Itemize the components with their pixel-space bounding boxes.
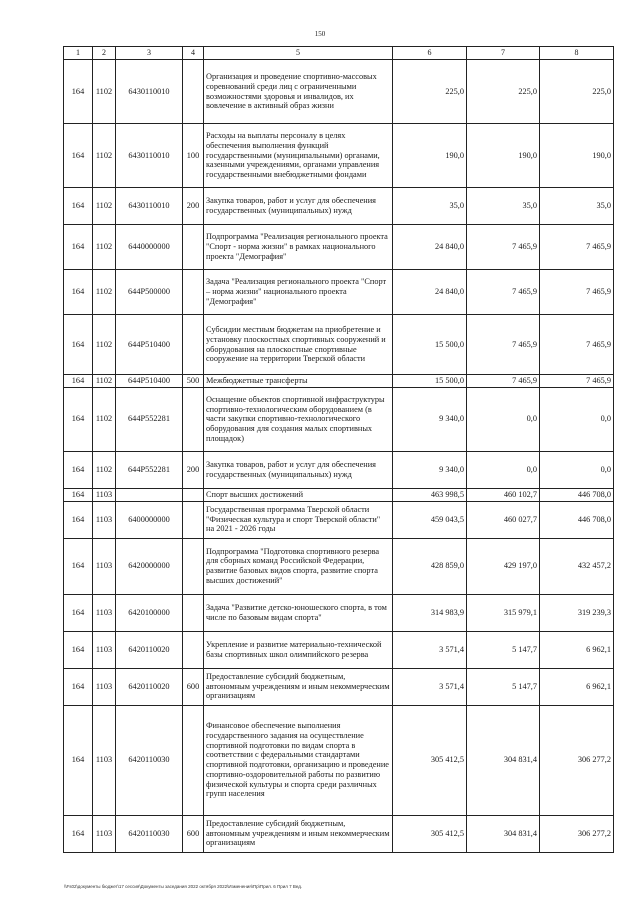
column-header-3: 3 (116, 47, 183, 60)
cell-c5: Финансовое обеспечение выполнения государственного задания на осуществление спортивной подготовки по видам спорта в соответствии с федеральными стандартами спортивной подготовки, организацию и проведение спортивно-оздоровительной работы по развитию физической культуры и спорта среди различных групп населения (204, 705, 393, 815)
cell-c1: 164 (64, 60, 93, 124)
cell-c2: 1102 (93, 188, 116, 225)
cell-c8: 225,0 (540, 60, 614, 124)
cell-c5: Предоставление субсидий бюджетным, автономным учреждениям и иным некоммерческим организациям (204, 815, 393, 852)
cell-c2: 1103 (93, 538, 116, 594)
cell-c7: 7 465,9 (467, 375, 540, 388)
cell-c3: 6420100000 (116, 594, 183, 631)
cell-c2: 1102 (93, 387, 116, 451)
cell-c8: 319 239,3 (540, 594, 614, 631)
cell-c4 (183, 501, 204, 538)
cell-c4 (183, 488, 204, 501)
cell-c6: 225,0 (393, 60, 467, 124)
cell-c3: 6420110030 (116, 815, 183, 852)
cell-c6: 35,0 (393, 188, 467, 225)
cell-c6: 15 500,0 (393, 375, 467, 388)
column-header-8: 8 (540, 47, 614, 60)
table-row (64, 225, 614, 270)
cell-c5: Расходы на выплаты персоналу в целях обеспечения выполнения функций государственными (муниципальными) органами, казенными учреждениями, органами управления государственными внебюджетными фондами (204, 124, 393, 188)
file-path-footer: \\Fs02\документы бюджет\17 сессия\Документы заседания 2022 октября 2022\Изменения\Пр\Прил. 6 Прил 7 Вед. (64, 884, 303, 889)
cell-c3: 644P500000 (116, 270, 183, 315)
column-header-5: 5 (204, 47, 393, 60)
cell-c6: 428 859,0 (393, 538, 467, 594)
table-row (64, 501, 614, 538)
cell-c2: 1102 (93, 124, 116, 188)
cell-c2: 1102 (93, 60, 116, 124)
cell-c3: 644P510400 (116, 315, 183, 375)
cell-c6: 463 998,5 (393, 488, 467, 501)
cell-c7: 7 465,9 (467, 315, 540, 375)
cell-c2: 1103 (93, 501, 116, 538)
cell-c7: 460 102,7 (467, 488, 540, 501)
cell-c3: 644P510400 (116, 375, 183, 388)
column-header-2: 2 (93, 47, 116, 60)
page-number: 150 (314, 30, 326, 38)
cell-c4: 200 (183, 451, 204, 488)
cell-c1: 164 (64, 815, 93, 852)
cell-c6: 314 983,9 (393, 594, 467, 631)
cell-c4: 200 (183, 188, 204, 225)
table-row (64, 124, 614, 188)
cell-c8: 432 457,2 (540, 538, 614, 594)
cell-c6: 459 043,5 (393, 501, 467, 538)
cell-c3: 6420000000 (116, 538, 183, 594)
cell-c3: 6430110010 (116, 124, 183, 188)
cell-c5: Предоставление субсидий бюджетным, автономным учреждениям и иным некоммерческим организациям (204, 668, 393, 705)
cell-c7: 7 465,9 (467, 270, 540, 315)
cell-c1: 164 (64, 594, 93, 631)
cell-c5: Подпрограмма "Подготовка спортивного резерва для сборных команд Российской Федерации, развитие базовых видов спорта, развитие спорта высших достижений" (204, 538, 393, 594)
cell-c8: 446 708,0 (540, 488, 614, 501)
budget-table (63, 46, 614, 853)
cell-c8: 0,0 (540, 451, 614, 488)
table-row (64, 387, 614, 451)
cell-c1: 164 (64, 538, 93, 594)
cell-c6: 3 571,4 (393, 668, 467, 705)
cell-c1: 164 (64, 501, 93, 538)
cell-c2: 1102 (93, 315, 116, 375)
cell-c7: 0,0 (467, 387, 540, 451)
cell-c3: 6430110010 (116, 60, 183, 124)
cell-c6: 24 840,0 (393, 270, 467, 315)
table-row (64, 668, 614, 705)
cell-c4 (183, 225, 204, 270)
cell-c3: 6420110030 (116, 705, 183, 815)
cell-c2: 1103 (93, 705, 116, 815)
cell-c8: 6 962,1 (540, 668, 614, 705)
cell-c2: 1103 (93, 815, 116, 852)
cell-c8: 35,0 (540, 188, 614, 225)
cell-c4: 600 (183, 668, 204, 705)
cell-c1: 164 (64, 124, 93, 188)
cell-c2: 1103 (93, 631, 116, 668)
cell-c1: 164 (64, 668, 93, 705)
cell-c1: 164 (64, 387, 93, 451)
cell-c8: 6 962,1 (540, 631, 614, 668)
column-header-6: 6 (393, 47, 467, 60)
cell-c5: Организация и проведение спортивно-массовых соревнований среди лиц с ограниченными возможностями здоровья и инвалидов, их вовлечение в активный образ жизни (204, 60, 393, 124)
cell-c7: 225,0 (467, 60, 540, 124)
cell-c7: 460 027,7 (467, 501, 540, 538)
cell-c6: 3 571,4 (393, 631, 467, 668)
cell-c1: 164 (64, 705, 93, 815)
table-row (64, 315, 614, 375)
table-row (64, 375, 614, 388)
cell-c8: 446 708,0 (540, 501, 614, 538)
table-row (64, 815, 614, 852)
table-row (64, 705, 614, 815)
cell-c8: 7 465,9 (540, 315, 614, 375)
table-body (64, 60, 614, 853)
cell-c3: 644P552281 (116, 451, 183, 488)
cell-c4: 500 (183, 375, 204, 388)
cell-c4 (183, 594, 204, 631)
cell-c8: 0,0 (540, 387, 614, 451)
cell-c1: 164 (64, 225, 93, 270)
table-row (64, 594, 614, 631)
cell-c1: 164 (64, 631, 93, 668)
cell-c4 (183, 387, 204, 451)
cell-c4: 100 (183, 124, 204, 188)
table-header-row (64, 47, 614, 60)
cell-c8: 7 465,9 (540, 270, 614, 315)
table-row (64, 188, 614, 225)
cell-c1: 164 (64, 270, 93, 315)
cell-c6: 305 412,5 (393, 815, 467, 852)
cell-c1: 164 (64, 375, 93, 388)
cell-c7: 315 979,1 (467, 594, 540, 631)
cell-c4 (183, 270, 204, 315)
cell-c6: 24 840,0 (393, 225, 467, 270)
cell-c3: 6420110020 (116, 631, 183, 668)
cell-c4 (183, 538, 204, 594)
cell-c5: Оснащение объектов спортивной инфраструктуры спортивно-технологическим оборудованием (в части закупки спортивно-технологического оборудования для создания малых спортивных площадок) (204, 387, 393, 451)
cell-c6: 9 340,0 (393, 451, 467, 488)
cell-c8: 306 277,2 (540, 815, 614, 852)
table-row (64, 60, 614, 124)
cell-c1: 164 (64, 188, 93, 225)
cell-c5: Государственная программа Тверской области "Физическая культура и спорт Тверской области" на 2021 - 2026 годы (204, 501, 393, 538)
cell-c2: 1102 (93, 451, 116, 488)
cell-c4 (183, 315, 204, 375)
cell-c6: 305 412,5 (393, 705, 467, 815)
table-row (64, 631, 614, 668)
cell-c2: 1102 (93, 375, 116, 388)
cell-c7: 304 831,4 (467, 815, 540, 852)
cell-c5: Субсидии местным бюджетам на приобретение и установку плоскостных спортивных сооружений и оборудования на плоскостные спортивные сооружение на территории Тверской области (204, 315, 393, 375)
cell-c4 (183, 705, 204, 815)
cell-c7: 7 465,9 (467, 225, 540, 270)
cell-c5: Закупка товаров, работ и услуг для обеспечения государственных (муниципальных) нужд (204, 451, 393, 488)
column-header-1: 1 (64, 47, 93, 60)
cell-c3: 6400000000 (116, 501, 183, 538)
table-row (64, 270, 614, 315)
cell-c8: 306 277,2 (540, 705, 614, 815)
cell-c7: 5 147,7 (467, 668, 540, 705)
cell-c2: 1103 (93, 594, 116, 631)
cell-c3: 6430110010 (116, 188, 183, 225)
cell-c2: 1102 (93, 225, 116, 270)
table-row (64, 451, 614, 488)
table-row (64, 538, 614, 594)
cell-c7: 5 147,7 (467, 631, 540, 668)
cell-c2: 1103 (93, 668, 116, 705)
cell-c7: 304 831,4 (467, 705, 540, 815)
cell-c3 (116, 488, 183, 501)
cell-c5: Межбюджетные трансферты (204, 375, 393, 388)
cell-c3: 6440000000 (116, 225, 183, 270)
column-header-4: 4 (183, 47, 204, 60)
cell-c7: 35,0 (467, 188, 540, 225)
cell-c1: 164 (64, 488, 93, 501)
cell-c8: 190,0 (540, 124, 614, 188)
cell-c7: 429 197,0 (467, 538, 540, 594)
cell-c5: Спорт высших достижений (204, 488, 393, 501)
column-header-7: 7 (467, 47, 540, 60)
cell-c5: Закупка товаров, работ и услуг для обеспечения государственных (муниципальных) нужд (204, 188, 393, 225)
cell-c5: Подпрограмма "Реализация регионального проекта "Спорт - норма жизни" в рамках национального проекта "Демография" (204, 225, 393, 270)
cell-c4 (183, 631, 204, 668)
cell-c2: 1103 (93, 488, 116, 501)
cell-c5: Задача "Реализация регионального проекта "Спорт – норма жизни" национального проекта "Демография" (204, 270, 393, 315)
cell-c2: 1102 (93, 270, 116, 315)
cell-c6: 15 500,0 (393, 315, 467, 375)
cell-c7: 0,0 (467, 451, 540, 488)
cell-c3: 6420110020 (116, 668, 183, 705)
cell-c6: 190,0 (393, 124, 467, 188)
cell-c1: 164 (64, 315, 93, 375)
table-row (64, 488, 614, 501)
cell-c6: 9 340,0 (393, 387, 467, 451)
cell-c3: 644P552281 (116, 387, 183, 451)
cell-c4: 600 (183, 815, 204, 852)
cell-c8: 7 465,9 (540, 225, 614, 270)
cell-c4 (183, 60, 204, 124)
cell-c5: Укрепление и развитие материально-технической базы спортивных школ олимпийского резерва (204, 631, 393, 668)
cell-c8: 7 465,9 (540, 375, 614, 388)
cell-c5: Задача "Развитие детско-юношеского спорта, в том числе по базовым видам спорта" (204, 594, 393, 631)
cell-c1: 164 (64, 451, 93, 488)
cell-c7: 190,0 (467, 124, 540, 188)
